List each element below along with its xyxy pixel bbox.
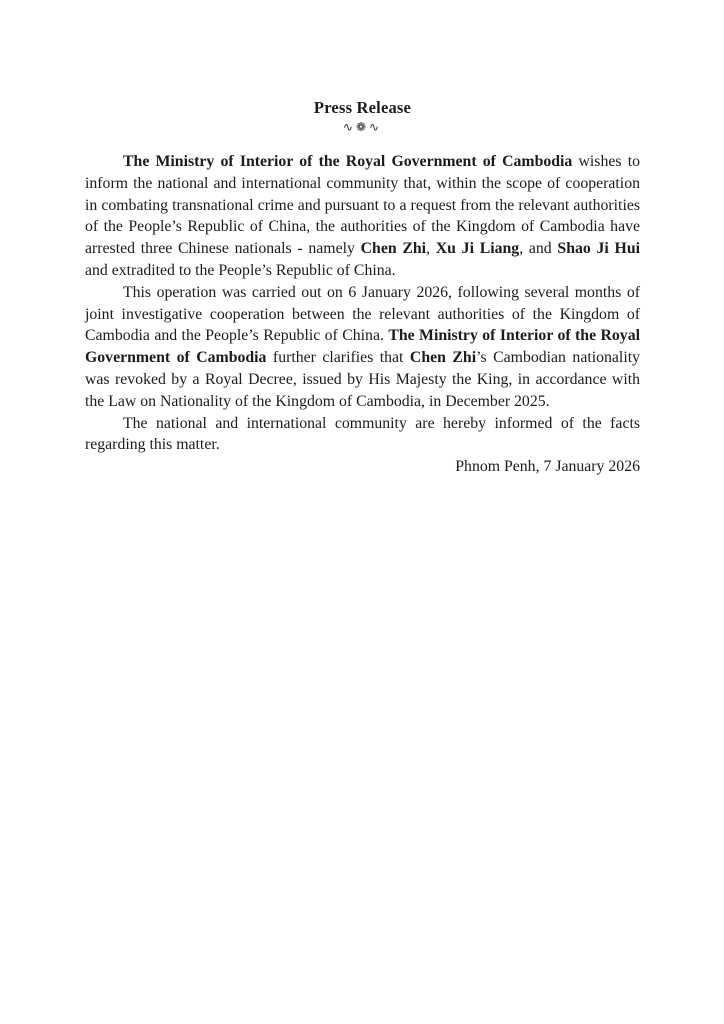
ornament-flourish-icon: ∿❁∿ <box>342 120 383 134</box>
body-text: wishes to inform the national and international community that, within the scope of cooperation in combating transnational crime and pursuant to a request from the relevant authorities of the People’s Republic of China, the authorities of the Kingdom of Cambodia have arrested three Chinese nationals - namely <box>85 153 640 258</box>
body-text: further clarifies that <box>266 349 410 367</box>
body-text: , <box>426 240 436 258</box>
body-text: This operation was carried out on 6 January 2026, following several months of joint investigative cooperation between the relevant authorities of the Kingdom of Cambodia and the People’s Republic of China. <box>85 283 640 345</box>
emphasized-text: Chen Zhi <box>409 349 477 367</box>
emphasized-text: The Ministry of Interior of the Royal Government of Cambodia <box>85 327 640 367</box>
document-title: Press Release <box>313 98 412 117</box>
body-text: , and <box>519 240 558 258</box>
document-body <box>85 151 640 456</box>
emphasized-text: The Ministry of Interior of the Royal Government of Cambodia <box>123 153 573 170</box>
paragraph <box>85 151 640 282</box>
dateline: Phnom Penh, 7 January 2026 <box>455 458 640 476</box>
emphasized-text: Shao Ji Hui <box>557 240 640 258</box>
emphasized-text: Xu Ji Liang <box>435 240 520 258</box>
paragraph <box>85 413 640 457</box>
paragraph <box>85 282 640 413</box>
body-text: ’s Cambodian nationality was revoked by a Royal Decree, issued by His Majesty the King, in accordance with the Law on Nationality of the Kingdom of Cambodia, in December 2025. <box>85 349 640 410</box>
emphasized-text: Chen Zhi <box>360 240 427 258</box>
body-text: and extradited to the People’s Republic of China. <box>85 261 396 279</box>
body-text: The national and international community are hereby informed of the facts regarding this matter. <box>85 414 640 454</box>
